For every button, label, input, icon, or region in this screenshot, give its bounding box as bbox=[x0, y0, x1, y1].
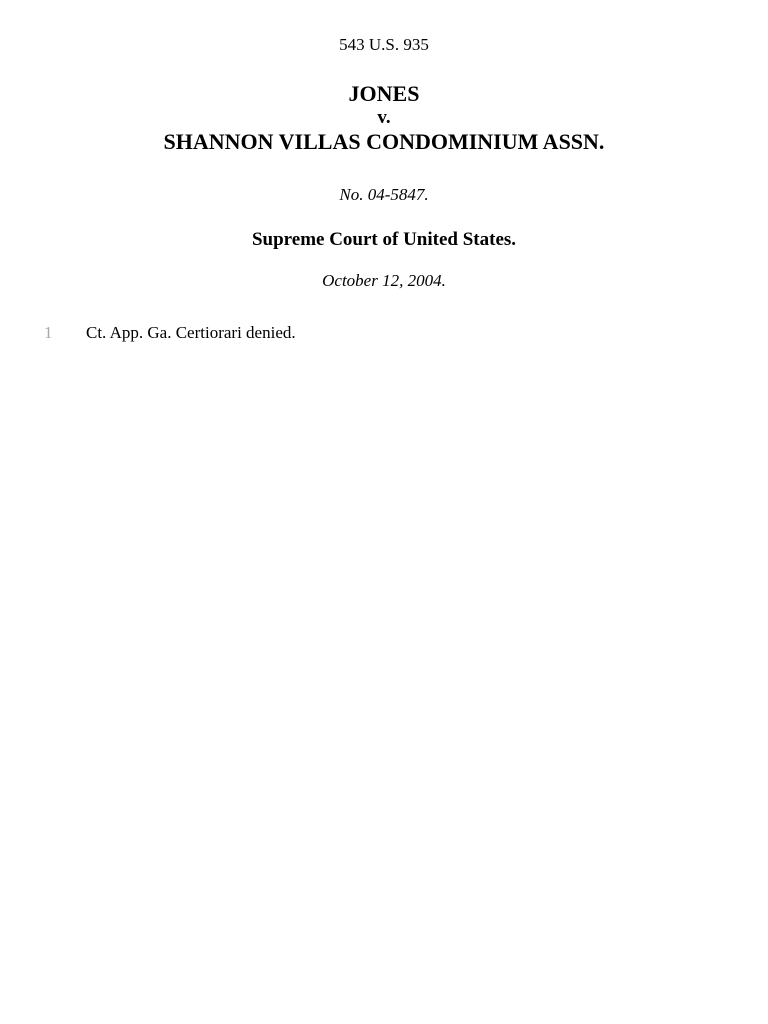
court-name: Supreme Court of United States. bbox=[251, 229, 517, 250]
case-caption bbox=[0, 81, 768, 155]
case-citation: 543 U.S. 935 bbox=[339, 35, 429, 54]
docket-number: No. 04-5847. bbox=[339, 185, 429, 204]
decision-date: October 12, 2004. bbox=[322, 271, 446, 290]
respondent-name: SHANNON VILLAS CONDOMINIUM ASSN. bbox=[163, 129, 605, 154]
paragraph-number: 1 bbox=[44, 323, 53, 342]
versus-label: v. bbox=[377, 107, 391, 128]
petitioner-name: JONES bbox=[348, 81, 420, 106]
paragraph-text: Ct. App. Ga. Certiorari denied. bbox=[86, 323, 296, 342]
